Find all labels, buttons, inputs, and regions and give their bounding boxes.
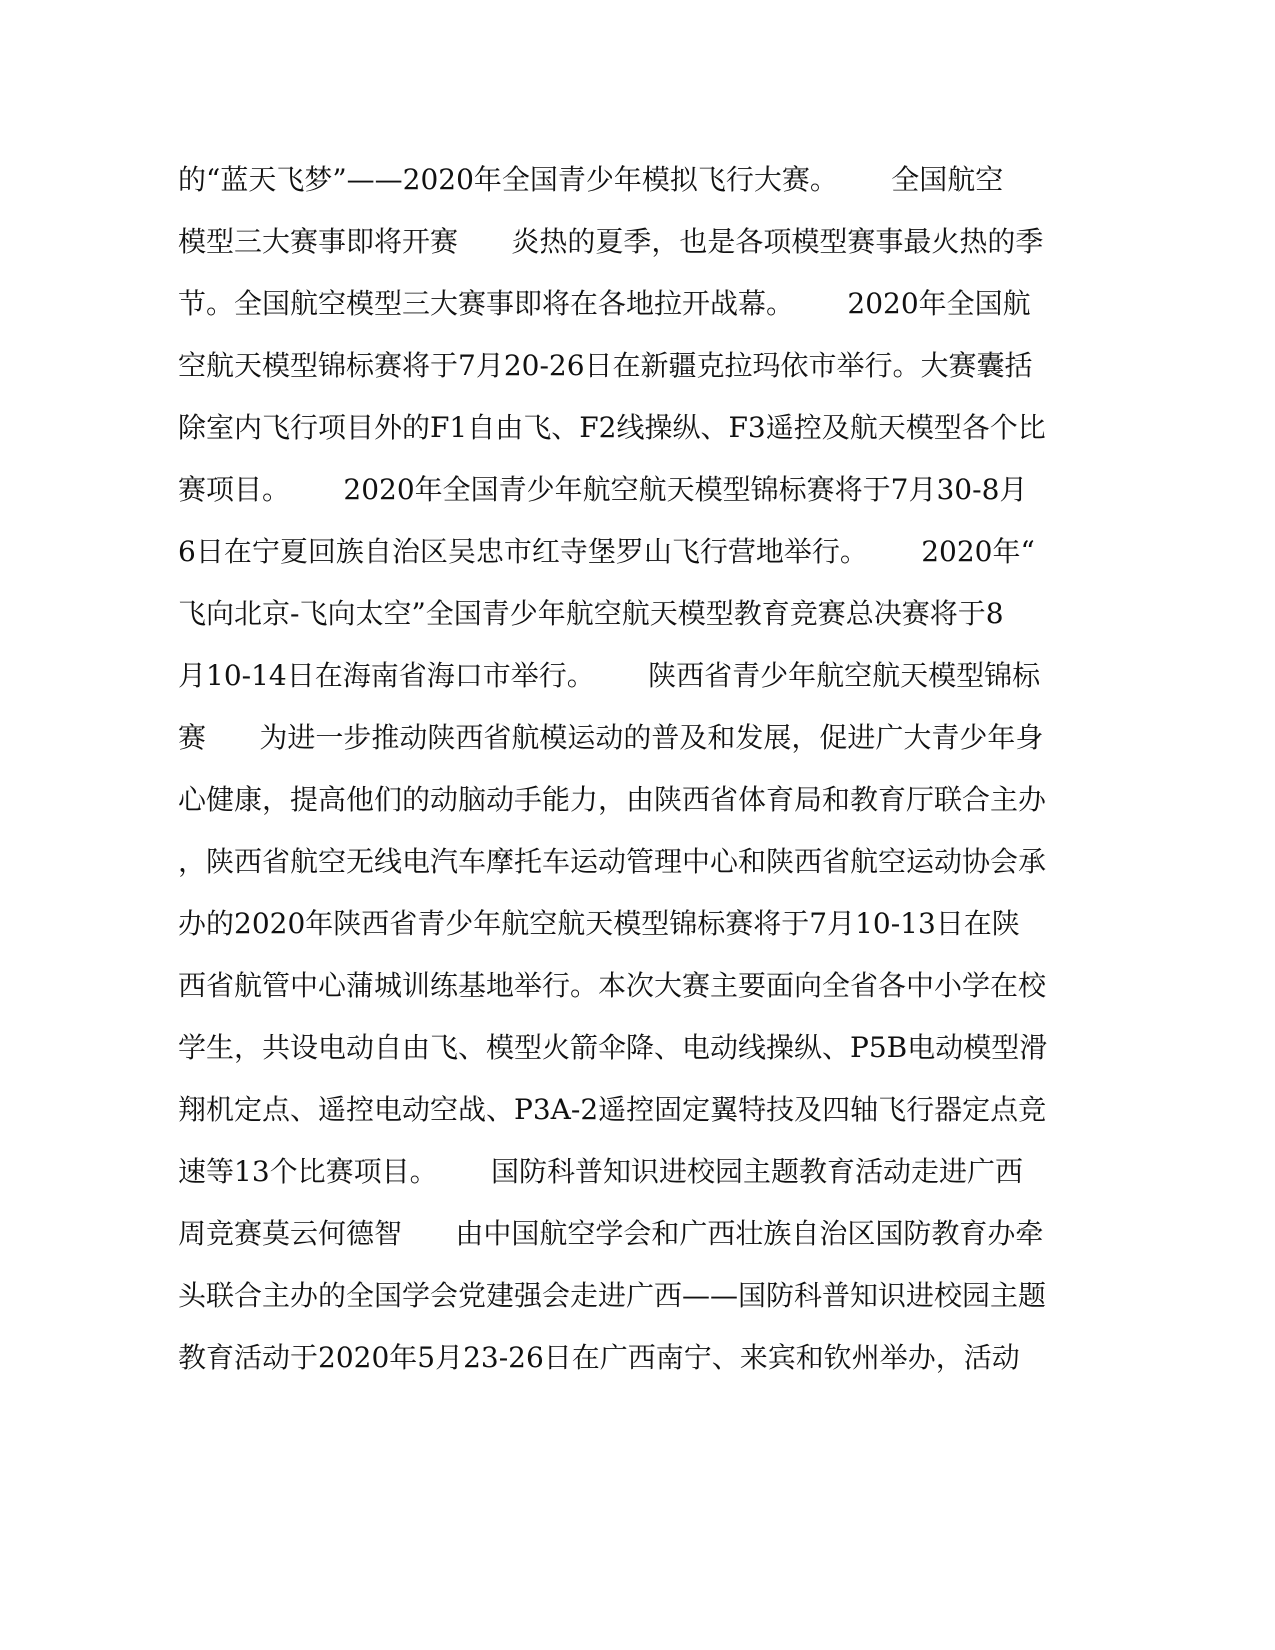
- text-line: 周竞赛莫云何德智 由中国航空学会和广西壮族自治区国防教育办牵: [178, 1217, 1044, 1250]
- text-line: 头联合主办的全国学会党建强会走进广西——国防科普知识进校园主题: [178, 1279, 1047, 1312]
- text-line: 飞向北京-飞向太空”全国青少年航空航天模型教育竞赛总决赛将于8: [178, 597, 1004, 630]
- text-line: 赛项目。 2020年全国青少年航空航天模型锦标赛将于7月30-8月: [178, 473, 1028, 506]
- text-line: 赛 为进一步推动陕西省航模运动的普及和发展，促进广大青少年身: [178, 721, 1044, 754]
- text-line: 翔机定点、遥控电动空战、P3A-2遥控固定翼特技及四轴飞行器定点竞: [178, 1093, 1047, 1126]
- text-line: 6日在宁夏回族自治区吴忠市红寺堡罗山飞行营地举行。 2020年“: [178, 535, 1035, 568]
- text-line: 心健康，提高他们的动脑动手能力，由陕西省体育局和教育厅联合主办: [178, 783, 1047, 816]
- text-line: 月10-14日在海南省海口市举行。 陕西省青少年航空航天模型锦标: [178, 659, 1041, 692]
- text-line: 教育活动于2020年5月23-26日在广西南宁、来宾和钦州举办，活动: [178, 1341, 1020, 1374]
- text-line: 西省航管中心蒲城训练基地举行。本次大赛主要面向全省各中小学在校: [178, 969, 1047, 1002]
- text-line: ，陕西省航空无线电汽车摩托车运动管理中心和陕西省航空运动协会承: [178, 845, 1047, 878]
- text-line: 节。全国航空模型三大赛事即将在各地拉开战幕。 2020年全国航: [178, 287, 1031, 320]
- text-line: 学生，共设电动自由飞、模型火箭伞降、电动线操纵、P5B电动模型滑: [178, 1031, 1048, 1064]
- text-line: 办的2020年陕西省青少年航空航天模型锦标赛将于7月10-13日在陕: [178, 907, 1020, 940]
- text-line: 模型三大赛事即将开赛 炎热的夏季，也是各项模型赛事最火热的季: [178, 225, 1044, 258]
- text-line: 除室内飞行项目外的F1自由飞、F2线操纵、F3遥控及航天模型各个比: [178, 411, 1046, 444]
- text-line: 空航天模型锦标赛将于7月20-26日在新疆克拉玛依市举行。大赛囊括: [178, 349, 1033, 382]
- text-line: 的“蓝天飞梦”——2020年全国青少年模拟飞行大赛。 全国航空: [178, 163, 1004, 196]
- text-line: 速等13个比赛项目。 国防科普知识进校园主题教育活动走进广西: [178, 1155, 1024, 1188]
- body-text: [178, 155, 1048, 1395]
